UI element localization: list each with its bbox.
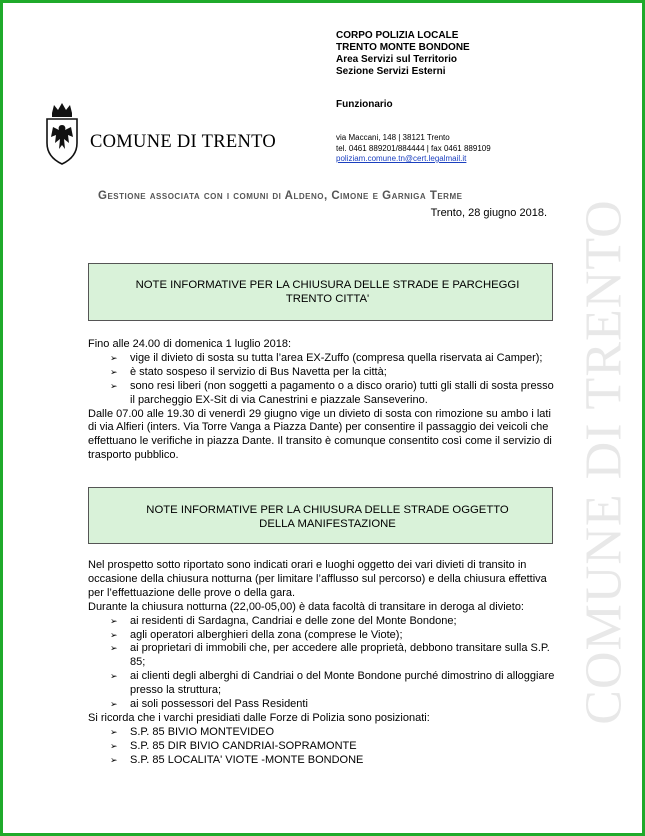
arrow-bullet-icon: ➢ bbox=[110, 754, 118, 765]
arrow-bullet-icon: ➢ bbox=[110, 366, 118, 377]
arrow-bullet-icon: ➢ bbox=[110, 740, 118, 751]
vertical-watermark: COMUNE DI TRENTO bbox=[575, 199, 633, 725]
list-item: ➢ ai proprietari di immobili che, per accedere alle proprietà, debbono transitare sulla S.P. 85; bbox=[110, 642, 550, 669]
org-line: TRENTO MONTE BONDONE bbox=[336, 42, 470, 53]
note-title-line: NOTE INFORMATIVE PER LA CHIUSURA DELLE STRADE E PARCHEGGI bbox=[135, 279, 520, 291]
gestione-line: Gestione associata con i comuni di Aldeno, Cimone e Garniga Terme bbox=[98, 190, 463, 202]
list-item: ➢ S.P. 85 DIR BIVIO CANDRIAI-SOPRAMONTE bbox=[110, 739, 357, 752]
checkpoint-list bbox=[88, 726, 558, 768]
org-line: Sezione Servizi Esterni bbox=[336, 66, 446, 77]
note-box-city bbox=[88, 263, 553, 321]
list-item: ➢ vige il divieto di sosta su tutta l’area EX-Zuffo (compresa quella riservata ai Camper); bbox=[110, 351, 543, 364]
logo-text: COMUNE DI TRENTO bbox=[90, 132, 277, 152]
org-line: CORPO POLIZIA LOCALE bbox=[336, 30, 459, 41]
note-title-line: TRENTO CITTA' bbox=[285, 293, 370, 305]
note-title-line: DELLA MANIFESTAZIONE bbox=[259, 518, 396, 530]
list-item: ➢ è stato sospeso il servizio di Bus Navetta per la città; bbox=[110, 365, 387, 378]
list-item: ➢ S.P. 85 LOCALITA' VIOTE -MONTE BONDONE bbox=[110, 753, 364, 766]
list-item: ➢ ai soli possessori del Pass Residenti bbox=[110, 698, 308, 711]
paragraph: Durante la chiusura notturna (22,00-05,00) è data facoltà di transitare in deroga al divieto: bbox=[88, 600, 524, 613]
note-box-event bbox=[88, 487, 553, 544]
address: via Maccani, 148 | 38121 Trento bbox=[336, 133, 450, 142]
org-line: Area Servizi sul Territorio bbox=[336, 54, 457, 65]
arrow-bullet-icon: ➢ bbox=[110, 643, 118, 654]
paragraph: Nel prospetto sotto riportato sono indicati orari e luoghi oggetto dei vari divieti di transito in occasione della chiusura notturna (per limitare l’afflusso sul percorso) e della chiusura effettiva per l’effettuazione delle prove o della gara. bbox=[88, 559, 547, 599]
arrow-bullet-icon: ➢ bbox=[110, 699, 118, 710]
phone-fax: tel. 0461 889201/884444 | fax 0461 889109 bbox=[336, 143, 491, 153]
arrow-bullet-icon: ➢ bbox=[110, 380, 118, 391]
section-event-closures bbox=[88, 559, 558, 768]
list-item: ➢ sono resi liberi (non soggetti a pagamento o a disco orario) tutti gli stalli di sosta presso il parcheggio EX-Sit di via Canestrini e piazzale Sanseverino. bbox=[110, 379, 554, 406]
header-contacts bbox=[336, 133, 491, 165]
arrow-bullet-icon: ➢ bbox=[110, 629, 118, 640]
arrow-bullet-icon: ➢ bbox=[110, 671, 118, 682]
header-role: Funzionario bbox=[336, 99, 393, 110]
arrow-bullet-icon: ➢ bbox=[110, 352, 118, 363]
list-item: ➢ ai residenti di Sardagna, Candriai e delle zone del Monte Bondone; bbox=[110, 614, 457, 627]
section-intro: Fino alle 24.00 di domenica 1 luglio 2018: bbox=[88, 338, 292, 350]
section-closing: Dalle 07.00 alle 19.30 di venerdì 29 giugno vige un divieto di sosta con rimozione su ambo i lati di via Alfieri (inters. Via Torre Vanga a Piazza Dante) per consentire il passaggio dei veicoli che effettuano le verifiche in piazza Dante. Il transito è comunque consentito così come il servizio di trasporto pubblico. bbox=[88, 407, 552, 462]
email-link[interactable]: poliziam.comune.tn@cert.legalmail.it bbox=[336, 154, 467, 163]
document-date: Trento, 28 giugno 2018. bbox=[430, 207, 547, 219]
header-organization bbox=[336, 30, 470, 78]
note-title-line: NOTE INFORMATIVE PER LA CHIUSURA DELLE STRADE OGGETTO bbox=[146, 504, 509, 516]
list-item: ➢ S.P. 85 BIVIO MONTEVIDEO bbox=[110, 725, 275, 738]
paragraph: Si ricorda che i varchi presidiati dalle Forze di Polizia sono posizionati: bbox=[88, 711, 430, 724]
bullet-list bbox=[88, 615, 558, 712]
list-item: ➢ ai clienti degli alberghi di Candriai o del Monte Bondone purché dimostrino di alloggiare presso la struttura; bbox=[110, 670, 555, 697]
arrow-bullet-icon: ➢ bbox=[110, 726, 118, 737]
bullet-list bbox=[88, 352, 558, 408]
section-city-closures bbox=[88, 338, 558, 463]
arrow-bullet-icon: ➢ bbox=[110, 615, 118, 626]
eagle-crest-icon bbox=[44, 103, 80, 165]
list-item: ➢ agli operatori alberghieri della zona (comprese le Viote); bbox=[110, 628, 403, 641]
